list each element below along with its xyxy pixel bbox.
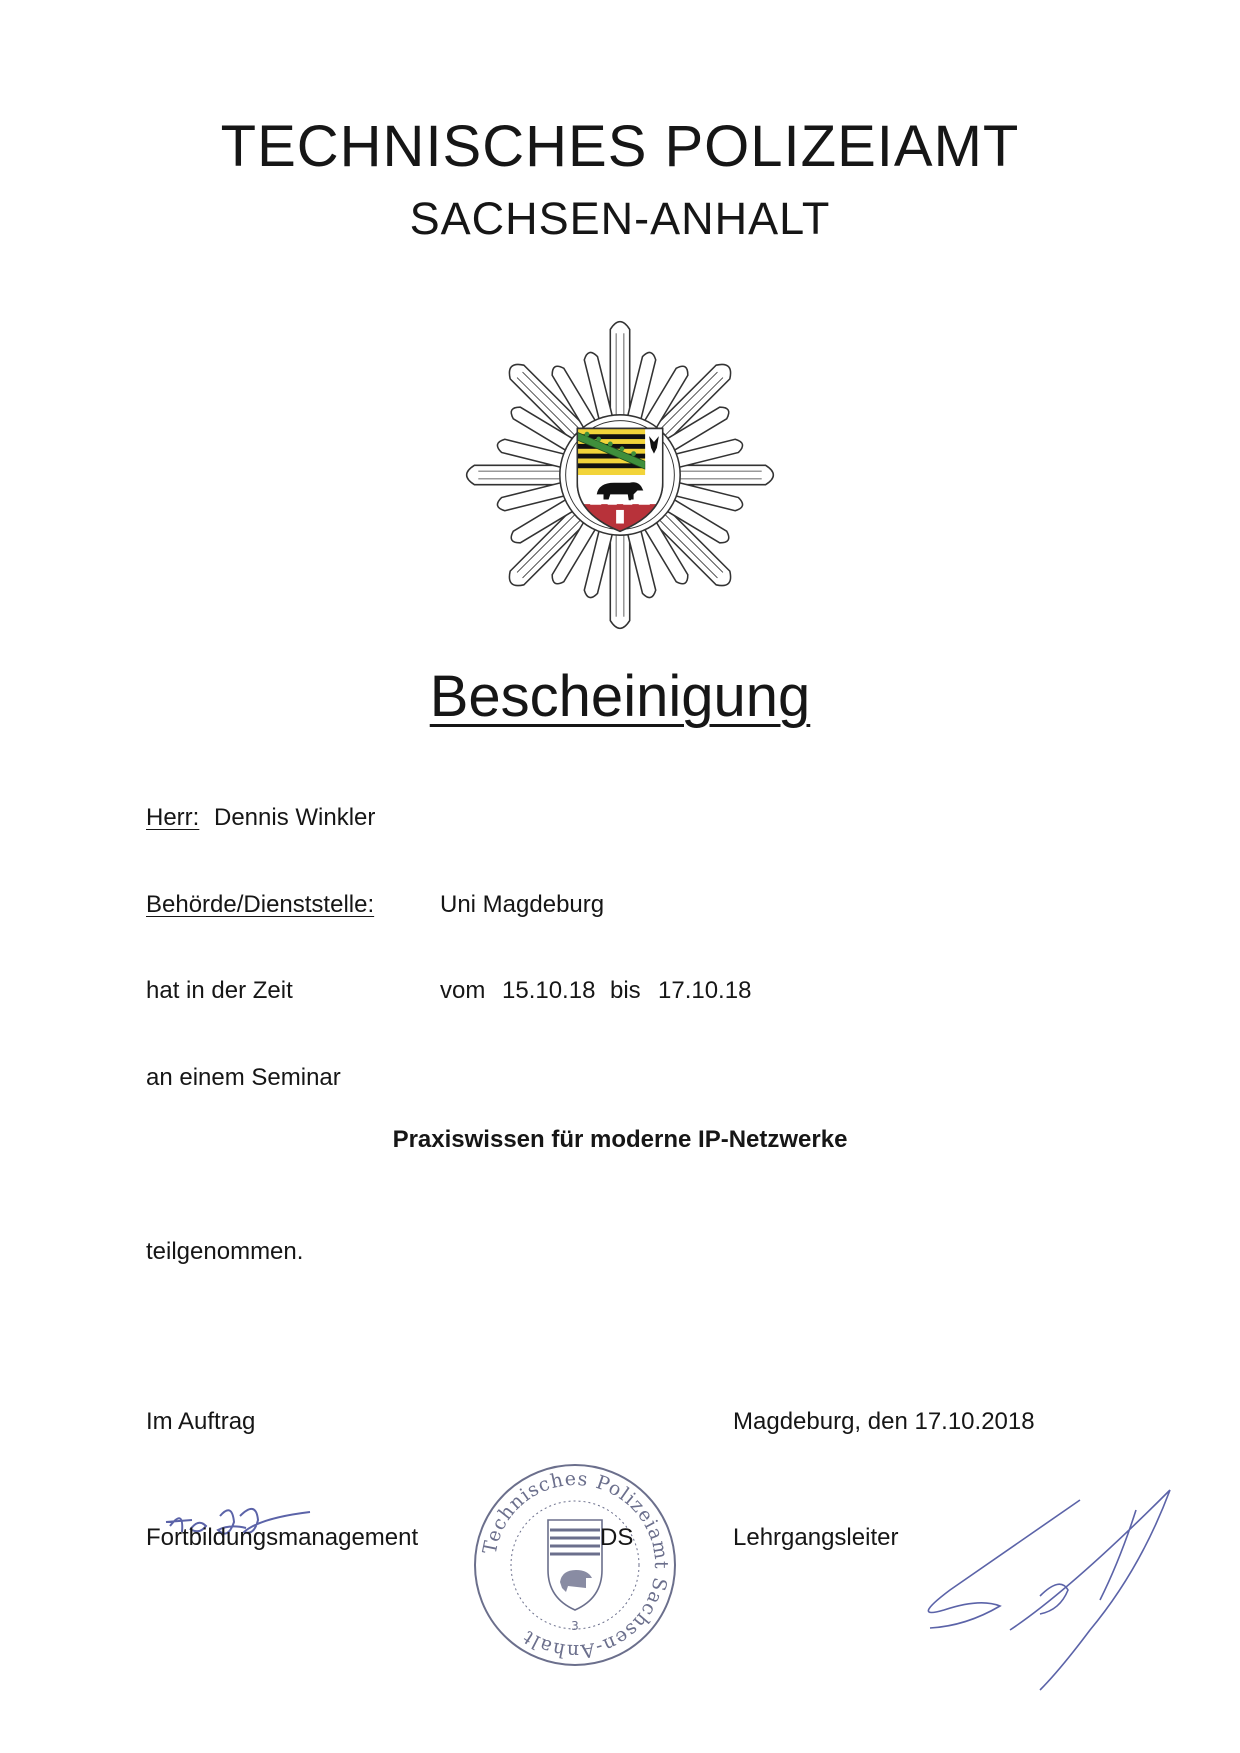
- bis-label: bis: [610, 977, 641, 1004]
- bis-date: 17.10.18: [658, 977, 752, 1004]
- handwritten-signature: [890, 1480, 1180, 1700]
- herr-label: Herr:: [146, 804, 200, 831]
- svg-text:Technisches Polizeiamt Sachsen: [479, 1468, 672, 1662]
- seminar-title: Praxiswissen für moderne IP-Netzwerke: [392, 1126, 848, 1153]
- initials-ds: DS: [600, 1524, 634, 1551]
- behoerde-value: Uni Magdeburg: [440, 891, 605, 918]
- police-star-emblem-icon: [455, 310, 785, 640]
- behoerde-label: Behörde/Dienststelle:: [146, 891, 375, 918]
- place-date: Magdeburg, den 17.10.2018: [733, 1408, 1035, 1435]
- auftrag-label: Im Auftrag: [146, 1408, 256, 1435]
- document-title: Bescheinigung: [429, 664, 811, 729]
- official-seal-stamp-icon: [468, 1458, 682, 1672]
- header-subtitle: SACHSEN-ANHALT: [409, 193, 831, 244]
- seminar-label: an einem Seminar: [146, 1064, 341, 1091]
- closing-text: teilgenommen.: [146, 1238, 304, 1265]
- right-signatory-role: Lehrgangsleiter: [733, 1524, 899, 1551]
- zeit-label: hat in der Zeit: [146, 977, 293, 1004]
- header-title: TECHNISCHES POLIZEIAMT: [220, 114, 1020, 179]
- stamp-ring-text: Technisches Polizeiamt Sachsen-Anhalt: [478, 1467, 673, 1663]
- herr-value: Dennis Winkler: [214, 804, 376, 831]
- vom-label: vom: [440, 977, 486, 1004]
- stamp-number: 3: [571, 1619, 579, 1633]
- vom-date: 15.10.18: [502, 977, 596, 1004]
- left-signatory-role: Fortbildungsmanagement: [146, 1524, 419, 1551]
